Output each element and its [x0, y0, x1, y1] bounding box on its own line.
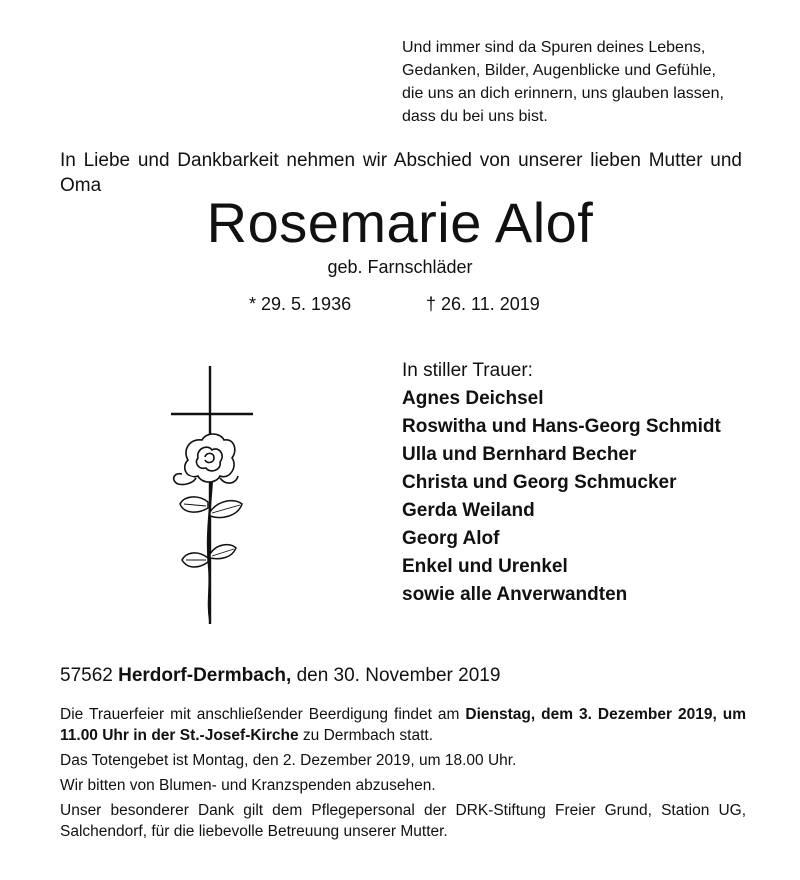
mourner-name: Georg Alof — [402, 528, 500, 549]
mourners-list — [402, 357, 721, 609]
mourner-name: Enkel und Urenkel — [402, 556, 568, 577]
poem-line: dass du bei uns bist. — [402, 108, 548, 125]
mourner-name: Ulla und Bernhard Becher — [402, 444, 637, 465]
funeral-text: Die Trauerfeier mit anschließender Beerdigung findet am — [60, 706, 460, 723]
place: Herdorf-Dermbach, — [118, 665, 292, 686]
notice-date: den 30. November 2019 — [296, 665, 501, 686]
death-date: † 26. 11. 2019 — [426, 294, 540, 314]
funeral-text-end: zu Dermbach statt. — [302, 727, 433, 744]
funeral-details — [60, 704, 746, 846]
flowers-note: Wir bitten von Blumen- und Kranzspenden abzusehen. — [60, 777, 436, 794]
thanks-note: Unser besonderer Dank gilt dem Pflegepersonal der DRK-Stiftung Freier Grund, Station UG, Salchendorf, für die liebevolle Betreuung unserer Mutter. — [60, 802, 746, 840]
funeral-date: Dienstag, dem 3. Dezember 2019, — [465, 706, 717, 723]
maiden-name: geb. Farnschläder — [327, 257, 473, 277]
mourner-name: Roswitha und Hans-Georg Schmidt — [402, 416, 721, 437]
prayer-info: Das Totengebet ist Montag, den 2. Dezember 2019, um 18.00 Uhr. — [60, 752, 517, 769]
postcode: 57562 — [60, 665, 113, 686]
funeral-info — [60, 704, 746, 746]
mourner-name: Agnes Deichsel — [402, 388, 544, 409]
birth-date: * 29. 5. 1936 — [249, 294, 352, 314]
mourners-lead: In stiller Trauer: — [402, 360, 533, 381]
poem-line: Und immer sind da Spuren deines Lebens, — [402, 39, 706, 56]
mourner-name: Christa und Georg Schmucker — [402, 472, 677, 493]
memorial-poem — [402, 36, 724, 128]
deceased-name: Rosemarie Alof — [206, 191, 594, 254]
mourner-name: sowie alle Anverwandten — [402, 584, 628, 605]
cross-with-rose-icon — [160, 362, 270, 627]
poem-line: die uns an dich erinnern, uns glauben lassen, — [402, 85, 724, 102]
mourner-name: Gerda Weiland — [402, 500, 535, 521]
farewell-intro: In Liebe und Dankbarkeit nehmen wir Abschied von unserer lieben Mutter und Oma — [60, 150, 742, 196]
funeral-time-place: um 11.00 Uhr in der St.-Josef-Kirche — [60, 706, 746, 744]
poem-line: Gedanken, Bilder, Augenblicke und Gefühle, — [402, 62, 716, 79]
dateline — [60, 664, 500, 688]
